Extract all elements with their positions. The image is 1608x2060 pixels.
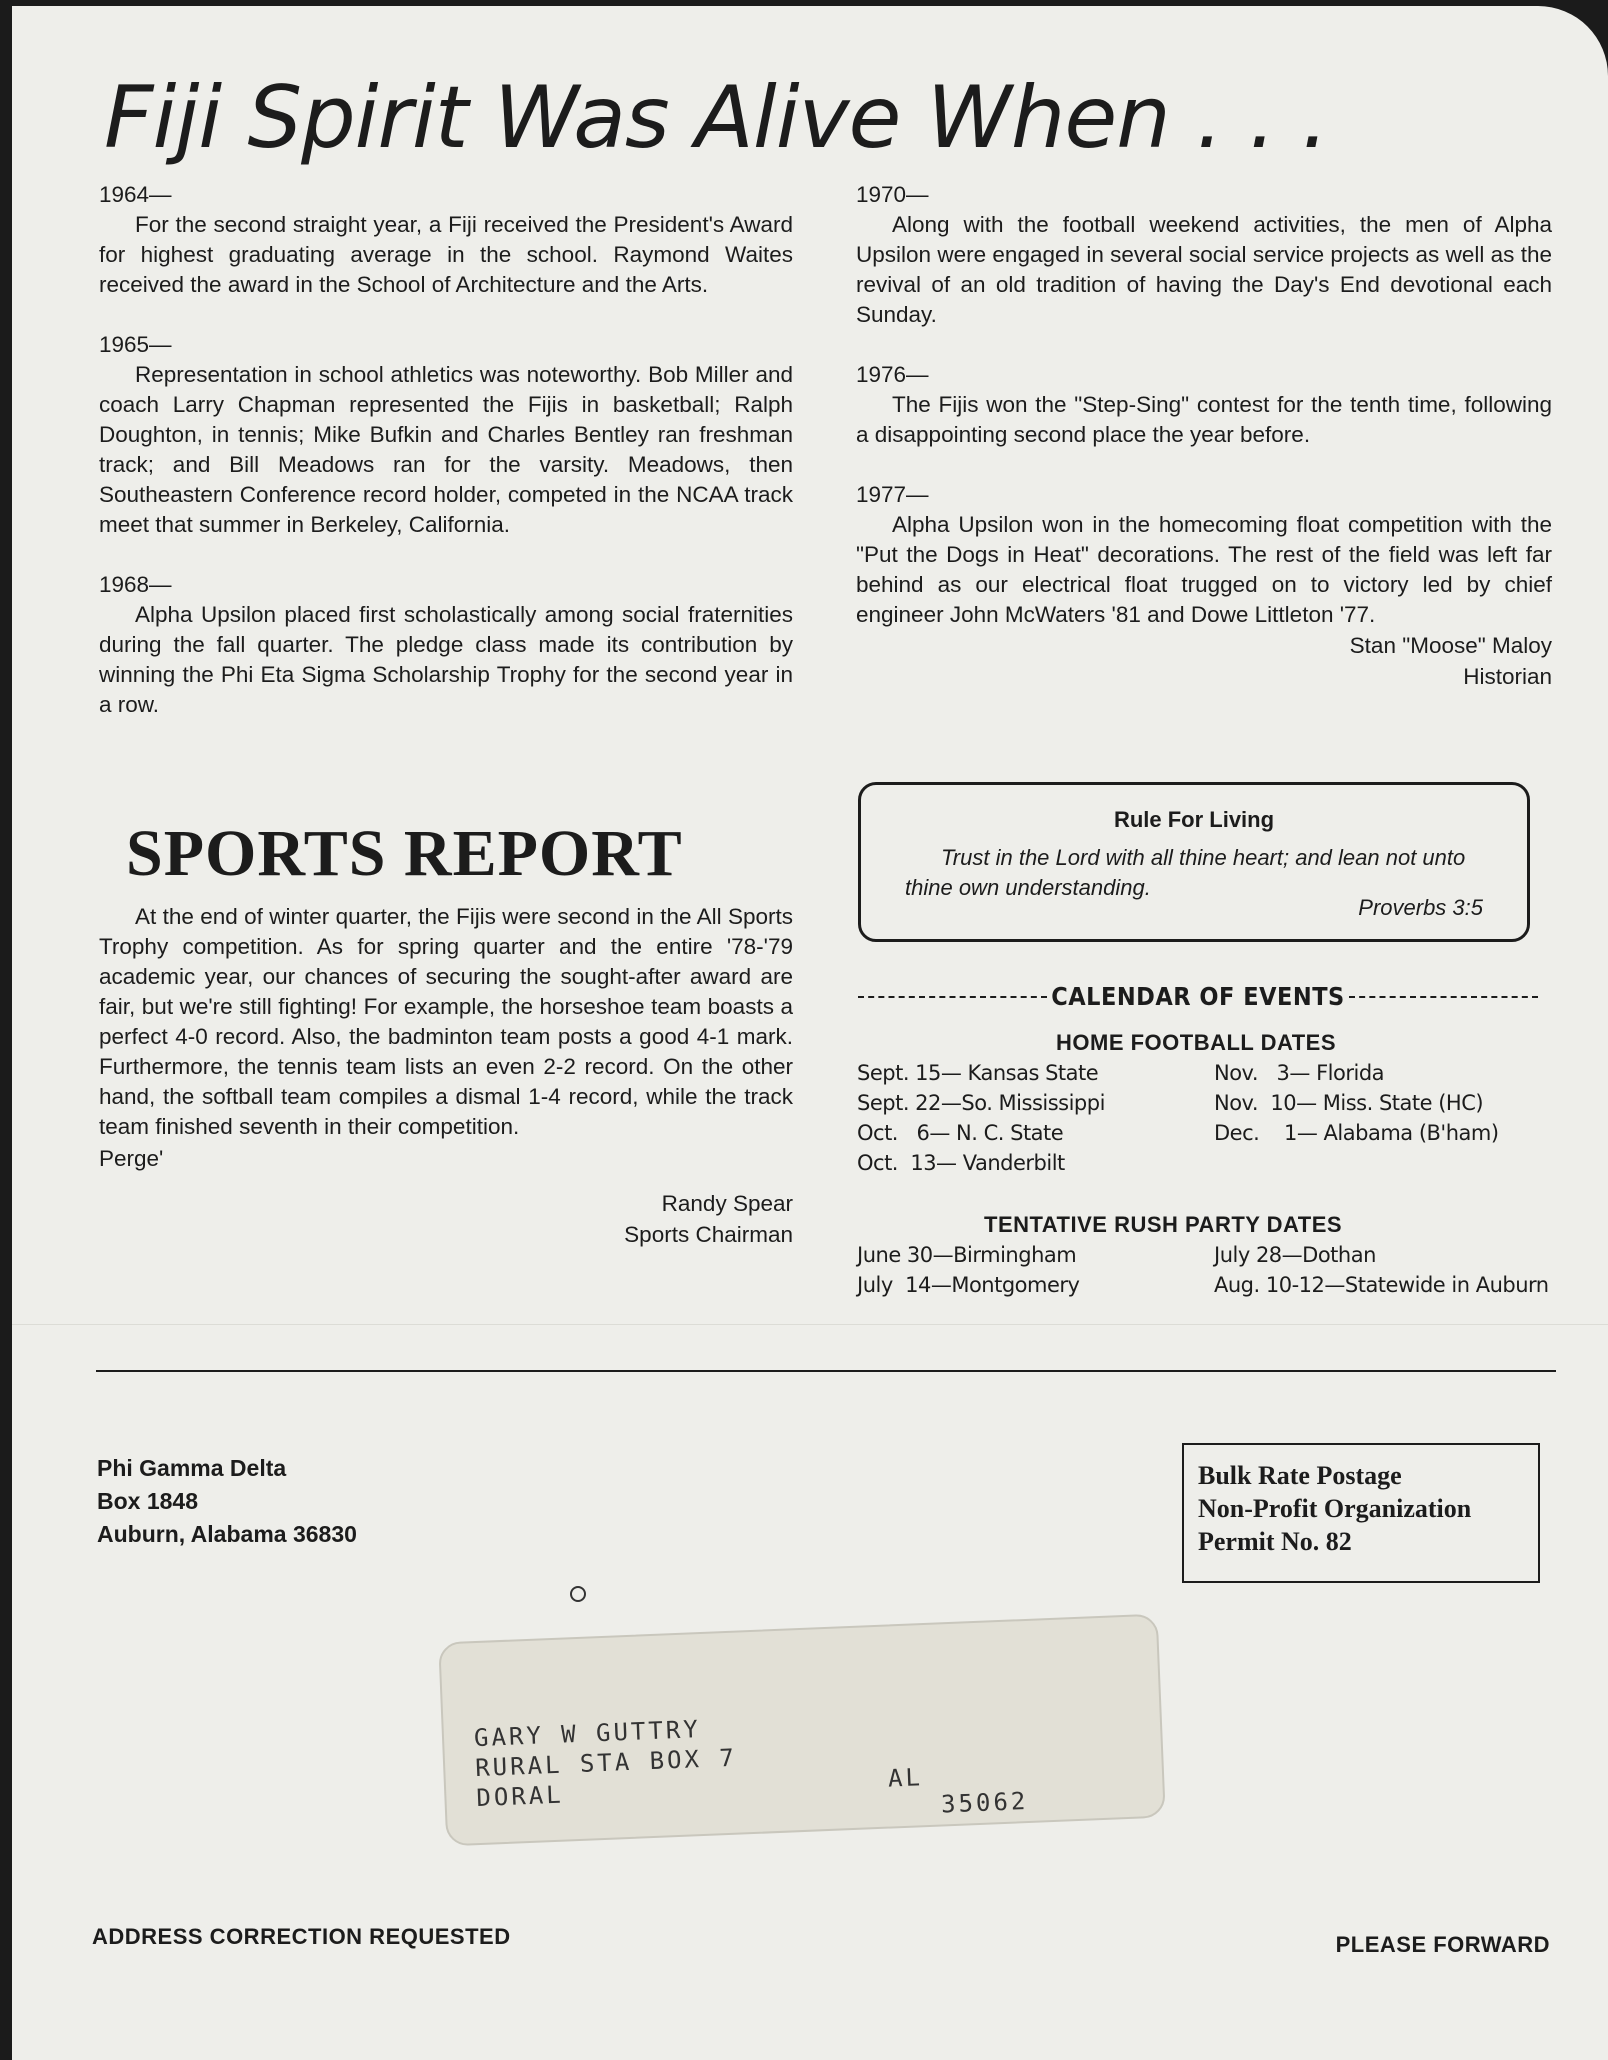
historian-signature [856, 630, 1552, 692]
history-year: 1965— [99, 332, 172, 357]
history-text: For the second straight year, a Fiji received the President's Award for highest graduating average in the school. Raymond Waites received the award in the School of Architecture and the Arts. [99, 212, 793, 297]
please-forward-notice: PLEASE FORWARD [1335, 1932, 1550, 1957]
football-dates-left [857, 1058, 1105, 1178]
football-heading: HOME FOOTBALL DATES [1056, 1030, 1337, 1055]
football-date: Nov. 3— Florida [1214, 1061, 1385, 1085]
sports-heading: SPORTS REPORT [126, 817, 683, 890]
rule-quote: Trust in the Lord with all thine heart; and lean not unto thine own understanding. [905, 845, 1466, 900]
history-column-left [99, 180, 793, 750]
dashed-rule [1349, 996, 1538, 998]
history-entry [99, 330, 793, 540]
rule-reference: Proverbs 3:5 [1358, 895, 1483, 920]
history-entry [99, 180, 793, 300]
football-date: Dec. 1— Alabama (B'ham) [1214, 1121, 1499, 1145]
history-year: 1968— [99, 572, 172, 597]
history-text: Representation in school athletics was noteworthy. Bob Miller and coach Larry Chapman represented the Fijis in basketball; Ralph Doughton, in tennis; Mike Bufkin and Charles Bentley ran freshman track; and Bill Meadows ran for the varsity. Meadows, then Southeastern Conference record holder, competed in the NCAA track meet that summer in Berkeley, California. [99, 362, 793, 537]
page-title: Fiji Spirit Was Alive When . . . [104, 68, 1328, 168]
sports-signature [99, 1188, 793, 1250]
return-address [97, 1452, 357, 1551]
history-year: 1970— [856, 182, 929, 207]
postage-line: Permit No. 82 [1198, 1527, 1352, 1556]
football-date: Nov. 10— Miss. State (HC) [1214, 1091, 1484, 1115]
rush-date: June 30—Birmingham [857, 1243, 1077, 1267]
history-column-right [856, 180, 1552, 692]
football-date: Oct. 13— Vanderbilt [857, 1151, 1065, 1175]
rush-date: July 14—Montgomery [857, 1273, 1080, 1297]
history-text: Along with the football weekend activities, the men of Alpha Upsilon were engaged in several social service projects as well as the revival of an old tradition of having the Day's End devotional each Sunday. [856, 212, 1552, 327]
rule-title: Rule For Living [1113, 807, 1275, 832]
rush-dates-right [1214, 1240, 1549, 1300]
football-date: Sept. 15— Kansas State [857, 1061, 1099, 1085]
rush-dates-left [857, 1240, 1079, 1300]
calendar-heading [858, 982, 1538, 1011]
football-date: Oct. 6— N. C. State [857, 1121, 1064, 1145]
history-text: Alpha Upsilon won in the homecoming float competition with the "Put the Dogs in Heat" decorations. The rest of the field was left far behind as our electrical float trugged on to victory led by chief engineer John McWaters '81 and Dowe Littleton '77. [856, 512, 1552, 627]
fold-crease [12, 1324, 1608, 1325]
history-entry [856, 360, 1552, 450]
history-year: 1964— [99, 182, 172, 207]
history-year: 1976— [856, 362, 929, 387]
mailing-label-lines [473, 1713, 738, 1813]
postage-line: Non-Profit Organization [1198, 1494, 1472, 1523]
history-text: The Fijis won the "Step-Sing" contest for the tenth time, following a disappointing second place the year before. [856, 392, 1552, 447]
sports-closing: Perge' [99, 1146, 164, 1171]
mailing-label-line: GARY W GUTTRY [473, 1715, 702, 1753]
newsletter-page [12, 6, 1608, 2060]
punch-hole [570, 1586, 586, 1602]
address-correction-notice: ADDRESS CORRECTION REQUESTED [92, 1924, 511, 1949]
mailing-label-zip: 35062 [940, 1786, 1029, 1819]
mailing-label-line: DORAL [475, 1780, 565, 1813]
sports-report [99, 902, 793, 1250]
history-text: Alpha Upsilon placed first scholastically among social fraternities during the fall quarter. The pledge class made its contribution by winning the Phi Eta Sigma Scholarship Trophy for the second year in a row. [99, 602, 793, 717]
mailing-label-line: RURAL STA BOX 7 [474, 1743, 738, 1783]
history-year: 1977— [856, 482, 929, 507]
historian-title: Historian [1463, 664, 1552, 689]
dashed-rule [858, 996, 1047, 998]
calendar-title: CALENDAR OF EVENTS [1051, 982, 1345, 1011]
history-entry [856, 180, 1552, 330]
historian-name: Stan "Moose" Maloy [1349, 633, 1552, 658]
return-address-line: Box 1848 [97, 1488, 199, 1514]
sports-author: Randy Spear [661, 1191, 793, 1216]
sports-text: At the end of winter quarter, the Fijis were second in the All Sports Trophy competition. As for spring quarter and the entire '78-'79 academic year, our chances of securing the sought-after award are fair, but we're still fighting! For example, the horseshoe team boasts a perfect 4-0 record. Also, the badminton team posts a good 4-1 mark. Furthermore, the tennis team lists an even 2-2 record. On the other hand, the softball team compiles a dismal 1-4 record, while the track team finished seventh in their competition. [99, 904, 793, 1139]
mailing-label [438, 1614, 1166, 1847]
history-entry [856, 480, 1552, 630]
football-date: Sept. 22—So. Mississippi [857, 1091, 1105, 1115]
sports-author-title: Sports Chairman [624, 1222, 793, 1247]
section-divider [96, 1370, 1556, 1372]
football-dates-right [1214, 1058, 1499, 1148]
return-address-line: Phi Gamma Delta [97, 1455, 287, 1481]
rush-date: Aug. 10-12—Statewide in Auburn [1214, 1273, 1549, 1297]
mailing-label-state: AL [887, 1763, 924, 1793]
history-entry [99, 570, 793, 720]
postage-line: Bulk Rate Postage [1198, 1461, 1402, 1490]
return-address-line: Auburn, Alabama 36830 [97, 1521, 357, 1547]
postage-indicia [1182, 1443, 1540, 1583]
rush-date: July 28—Dothan [1214, 1243, 1376, 1267]
rule-for-living-box [858, 782, 1530, 942]
rush-heading: TENTATIVE RUSH PARTY DATES [984, 1212, 1343, 1237]
